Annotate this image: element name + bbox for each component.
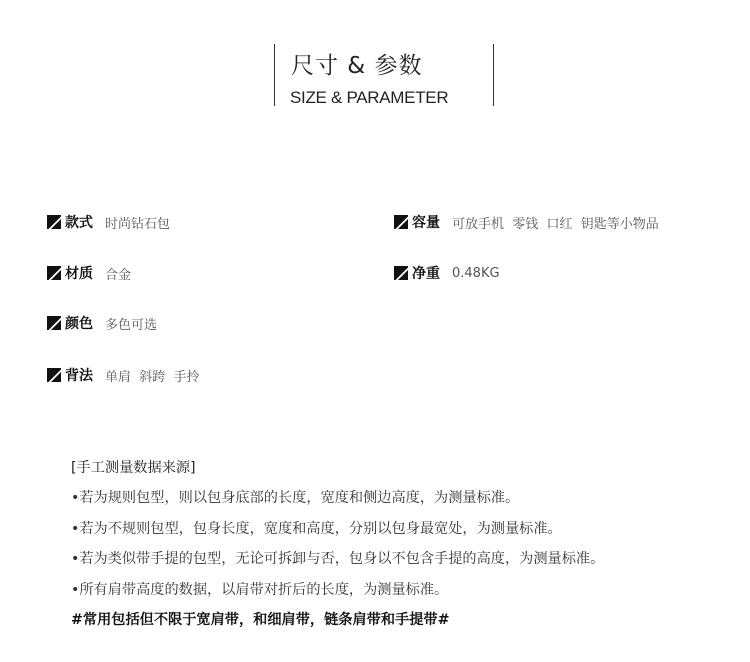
spec-capacity-label: 容量 xyxy=(412,215,440,231)
spec-capacity xyxy=(394,211,659,233)
spec-weight-label: 净重 xyxy=(412,266,440,282)
spec-weight xyxy=(394,262,500,284)
note-item: •若为类似带手提的包型，无论可拆卸与否，包身以不包含手提的高度，为测量标准。 xyxy=(71,551,605,568)
spec-style-value: 时尚钻石包 xyxy=(105,216,171,232)
note-item: •所有肩带高度的数据，以肩带对折后的长度，为测量标准。 xyxy=(71,581,449,598)
slash-square-icon xyxy=(47,368,61,382)
title-block xyxy=(274,44,494,106)
notes-footer: #常用包括但不限于宽肩带，和细肩带，链条肩带和手提带# xyxy=(71,611,450,628)
slash-square-icon xyxy=(394,215,408,229)
spec-material-value: 合金 xyxy=(105,267,132,283)
note-item: •若为不规则包型，包身长度，宽度和高度，分别以包身最宽处，为测量标准。 xyxy=(71,520,562,537)
slash-square-icon xyxy=(394,266,408,280)
slash-square-icon xyxy=(47,215,61,229)
slash-square-icon xyxy=(47,266,61,280)
page-subtitle: SIZE & PARAMETER xyxy=(290,88,449,107)
spec-color-value: 多色可选 xyxy=(105,317,158,333)
spec-style xyxy=(47,211,170,233)
title-rule-right xyxy=(493,44,494,106)
spec-carry-value: 单肩 斜跨 手拎 xyxy=(105,369,200,385)
spec-material xyxy=(47,262,131,284)
note-item: •若为规则包型，则以包身底部的长度，宽度和侧边高度，为测量标准。 xyxy=(71,490,520,507)
title-rule-left xyxy=(274,44,275,106)
spec-carry xyxy=(47,364,200,386)
spec-color-label: 颜色 xyxy=(65,316,93,332)
spec-carry-label: 背法 xyxy=(65,368,93,384)
notes-heading: [手工测量数据来源] xyxy=(71,460,196,476)
measurement-notes xyxy=(71,457,731,639)
spec-capacity-value: 可放手机 零钱 口红 钥匙等小物品 xyxy=(452,216,659,232)
slash-square-icon xyxy=(47,316,61,330)
spec-color xyxy=(47,312,157,334)
spec-material-label: 材质 xyxy=(65,266,93,282)
spec-style-label: 款式 xyxy=(65,215,93,231)
spec-weight-value: 0.48KG xyxy=(452,265,500,281)
page-title: 尺寸 & 参数 xyxy=(291,53,423,79)
